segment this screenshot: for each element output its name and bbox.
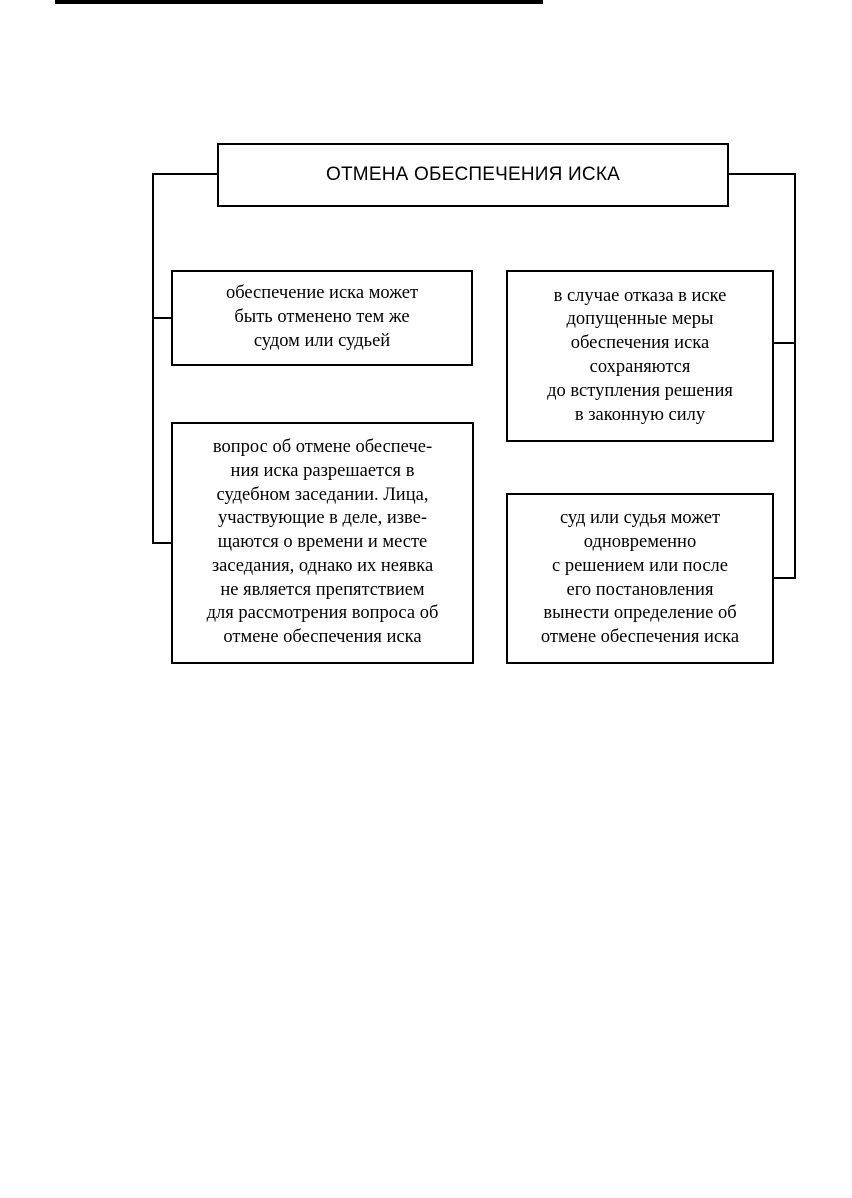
title-box	[217, 143, 729, 207]
right-box-2-text: суд или судья может одновременно с решением или после его постановления вынести определение об отмене обеспечения иска	[540, 508, 740, 648]
right-box-1-text: в случае отказа в иске допущенные меры обеспечения иска сохраняются до вступления решения в законную силу	[547, 285, 733, 425]
right-box-2	[506, 493, 774, 664]
left-box-1	[171, 270, 473, 366]
right-box-1	[506, 270, 774, 442]
left-box-2-text: вопрос об отмене обеспече- ния иска разрешается в судебном заседании. Лица, участвующие в деле, изве- щаются о времени и месте заседания, однако их неявка не является препятствием для рассмотрения вопроса об отмене обеспечения иска	[206, 436, 439, 648]
diagram-title: ОТМЕНА ОБЕСПЕЧЕНИЯ ИСКА	[326, 164, 620, 186]
left-box-1-text: обеспечение иска может быть отменено тем же судом или судьей	[225, 283, 419, 351]
left-box-2	[171, 422, 474, 664]
